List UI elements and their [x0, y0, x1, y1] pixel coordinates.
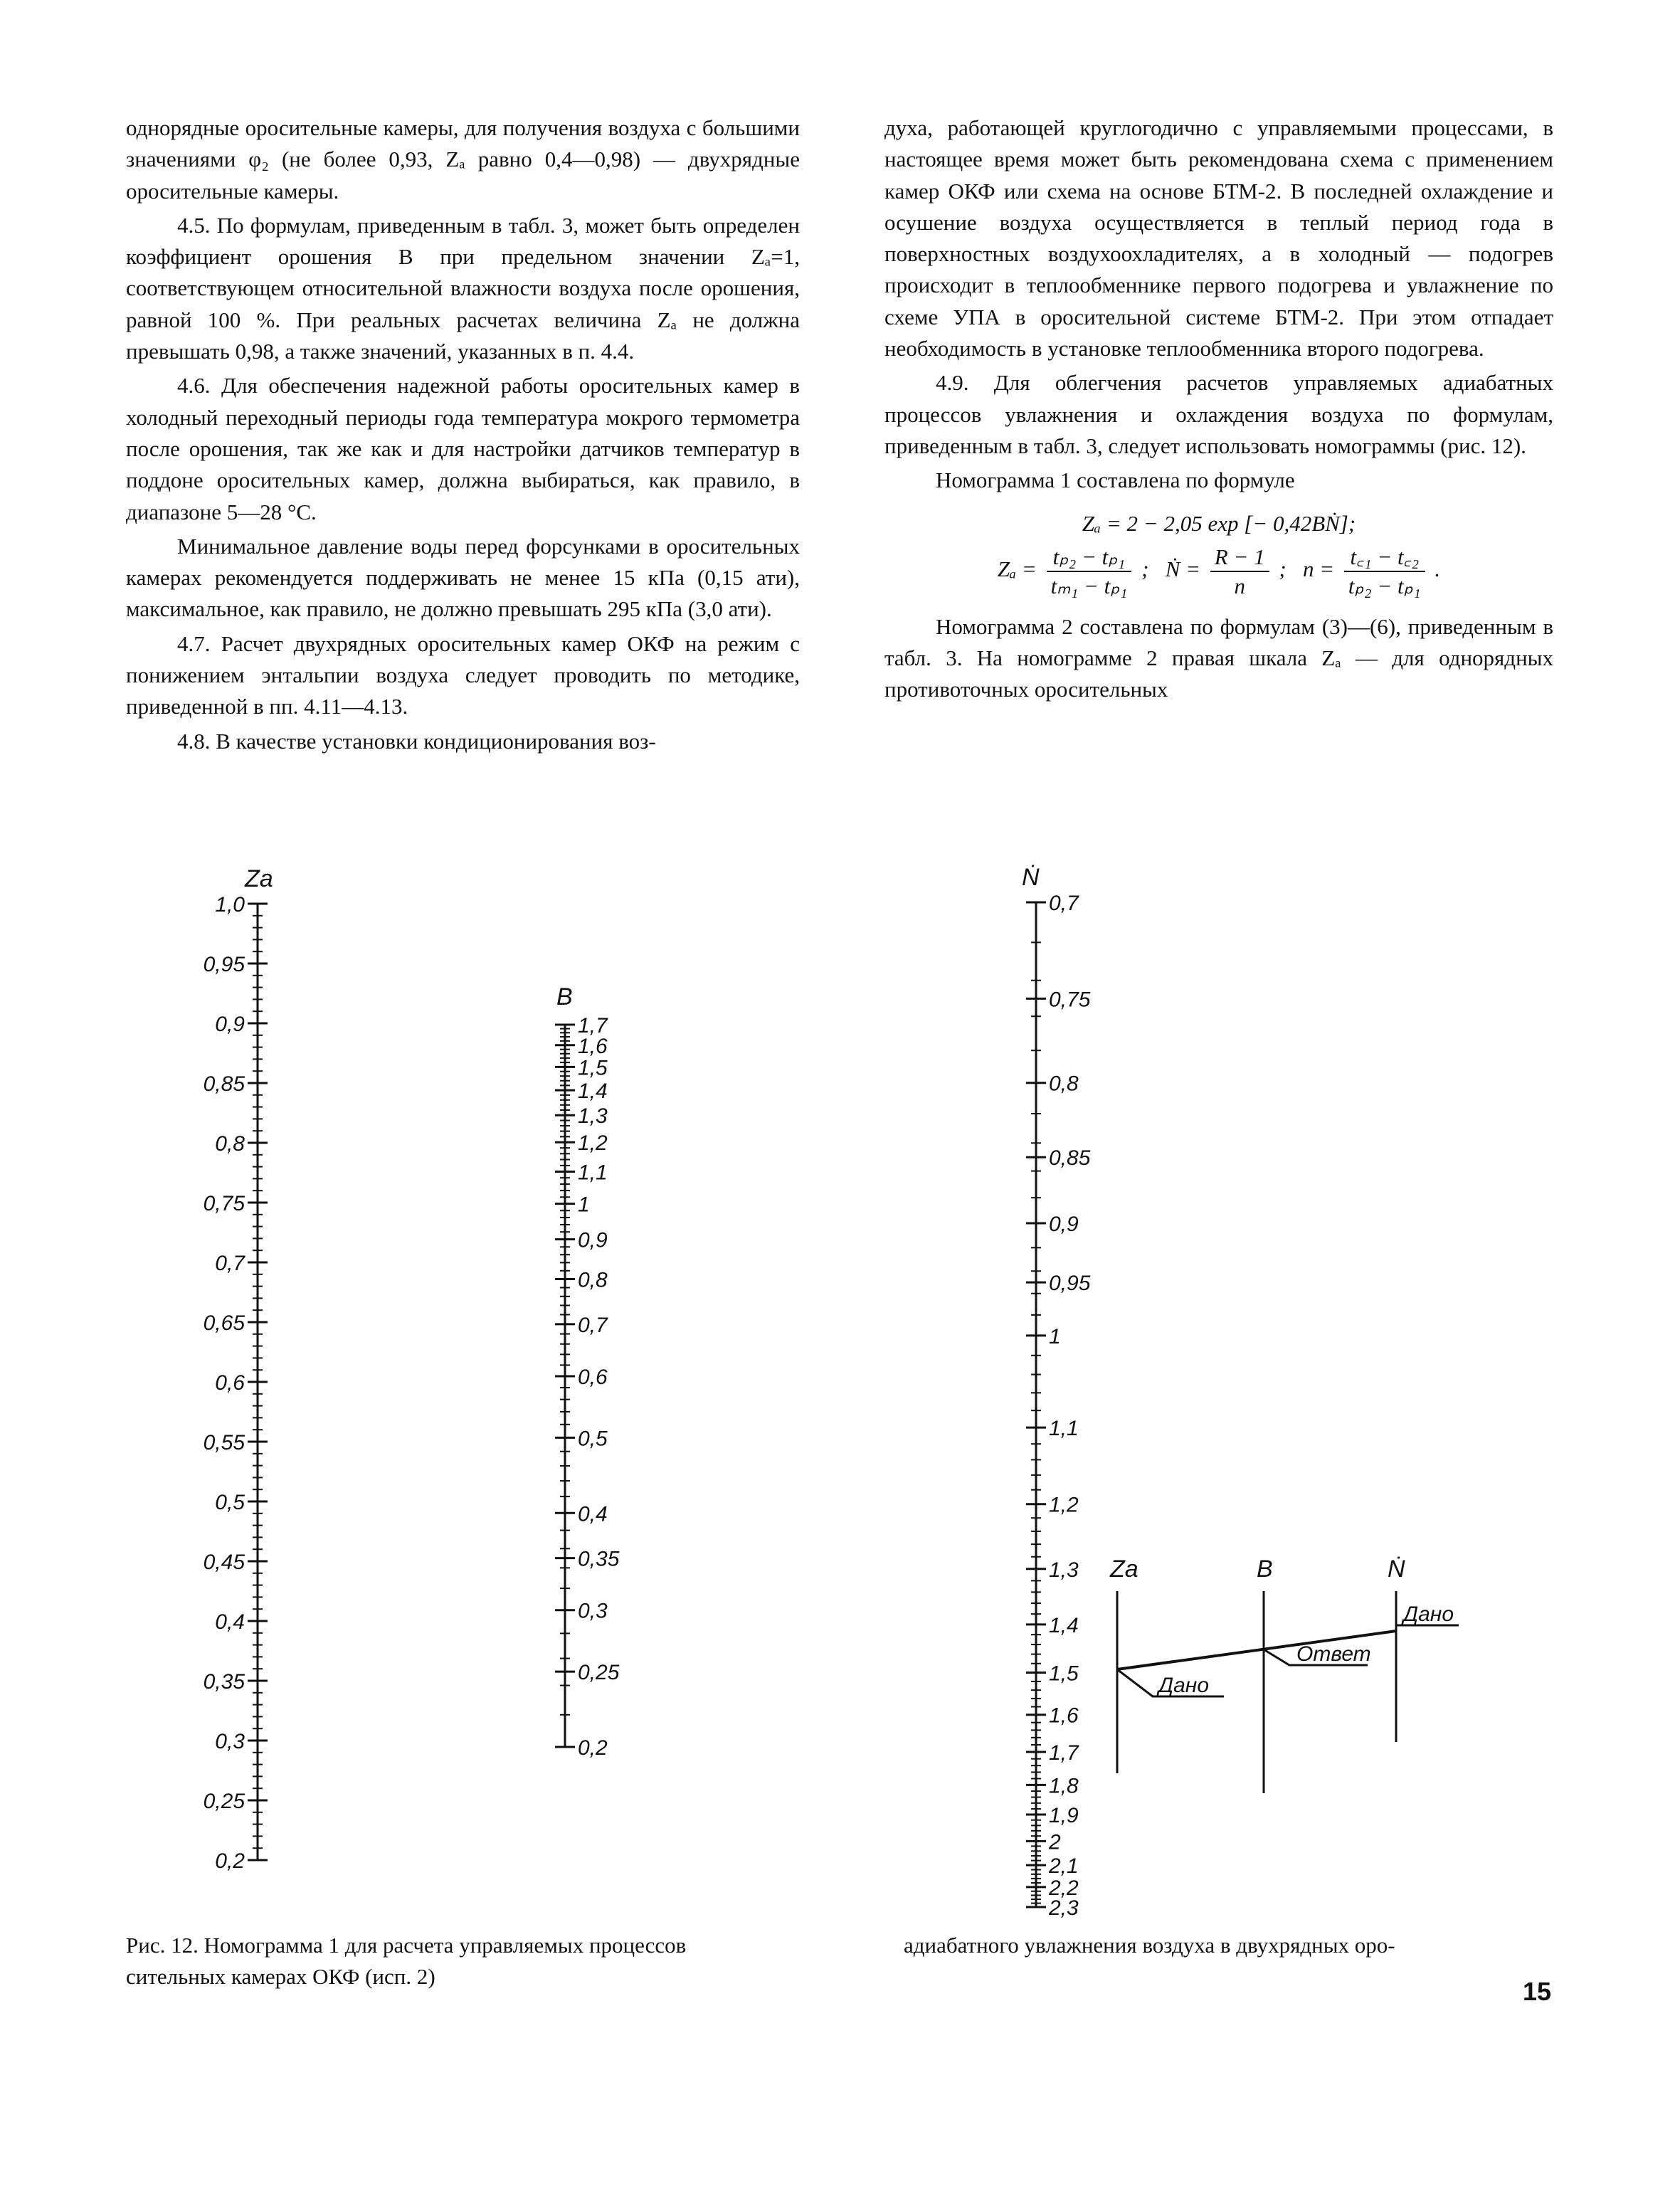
page-number: 15 — [1523, 1977, 1552, 2006]
b-tick-label: 1,4 — [578, 1079, 608, 1104]
za-tick-label: 0,35 — [203, 1670, 245, 1694]
fraction-nn-numerator: t꜀₁ − t꜀₂ — [1344, 546, 1425, 572]
caption-line-2: сительных камерах ОКФ (исп. 2) — [126, 1964, 435, 1989]
nomogram-key — [1109, 1556, 1459, 1793]
b-tick-label: 0,6 — [578, 1365, 608, 1389]
formula-separator: ; — [1141, 556, 1149, 581]
n-tick-label: 1,8 — [1049, 1774, 1079, 1798]
figure-caption-right — [904, 1930, 1544, 1961]
formula-separator: ; — [1279, 556, 1287, 581]
paragraph-4-7: 4.7. Расчет двухрядных оросительных камер ОКФ на режим с понижением энтальпии воздуха следует проводить по методике, приведенной в пп. 4.11—4.13. — [126, 630, 800, 719]
b-tick-label: 0,8 — [578, 1268, 608, 1292]
key-za-title: Za — [1110, 1556, 1139, 1583]
za-scale — [204, 893, 268, 1873]
b-tick-label: 0,2 — [578, 1736, 608, 1760]
b-tick-label: 1,5 — [578, 1056, 608, 1080]
b-tick-label: 0,9 — [578, 1228, 608, 1252]
za-tick-label: 0,2 — [215, 1849, 245, 1873]
n-tick-label: 1,3 — [1049, 1558, 1079, 1582]
b-tick-label: 0,7 — [578, 1313, 608, 1337]
n-tick-label: 1,2 — [1049, 1493, 1079, 1517]
formula-end: . — [1435, 556, 1441, 581]
paragraph-nomogram-1: Номограмма 1 составлена по формуле — [936, 468, 1295, 493]
b-tick-label: 0,25 — [578, 1661, 620, 1685]
za-tick-label: 0,6 — [215, 1371, 245, 1395]
n-scale — [1026, 892, 1091, 1920]
key-answer-label: Ответ — [1296, 1642, 1371, 1666]
za-tick-label: 0,55 — [203, 1431, 245, 1454]
za-tick-label: 1,0 — [215, 893, 245, 917]
n-tick-label: 1,7 — [1049, 1741, 1079, 1765]
paragraph-pressure: Минимальное давление воды перед форсунками в оросительных камерах рекомендуется поддерживать не менее 15 кПа (0,15 ати), максимальное, как правило, не должно превышать 295 кПа (3,0 ати). — [126, 533, 800, 622]
za-tick-label: 0,85 — [203, 1072, 245, 1096]
n-tick-label: 2 — [1049, 1830, 1061, 1854]
za-tick-label: 0,7 — [215, 1252, 245, 1275]
caption-line-1: Рис. 12. Номограмма 1 для расчета управляемых процессов — [126, 1933, 687, 1958]
n-tick-label: 0,75 — [1049, 988, 1091, 1012]
za-tick-label: 0,3 — [215, 1730, 245, 1753]
n-tick-label: 1,1 — [1049, 1417, 1079, 1441]
key-n-title: Ṅ — [1388, 1556, 1405, 1583]
za-tick-label: 0,75 — [203, 1192, 245, 1215]
za-tick-label: 0,4 — [215, 1610, 245, 1634]
key-given-left-label: Дано — [1158, 1674, 1210, 1697]
formula-nn-lhs: n = — [1302, 556, 1335, 581]
b-tick-label: 1,1 — [578, 1161, 608, 1185]
n-tick-label: 1,4 — [1049, 1613, 1079, 1637]
za-tick-label: 0,25 — [203, 1790, 245, 1813]
formula-n-lhs: Ṅ = — [1165, 556, 1201, 581]
n-tick-label: 0,85 — [1049, 1146, 1091, 1171]
paragraph-4-6: 4.6. Для обеспечения надежной работы оросительных камер в холодный переходный периоды года температура мокрого термометра после орошения, так же как и для настройки датчиков температур в поддоне оросительных камер, должна выбираться, как правило, в диапазоне 5—28 °C. — [126, 373, 800, 524]
n-tick-label: 2,2 — [1049, 1876, 1079, 1900]
b-tick-label: 1,3 — [578, 1104, 608, 1129]
paragraph-4-8: 4.8. В качестве установки кондиционирования воз- — [177, 728, 656, 754]
key-given-right-label: Дано — [1403, 1602, 1454, 1626]
b-tick-label: 1,6 — [578, 1034, 608, 1058]
b-tick-label: 0,5 — [578, 1427, 608, 1451]
za-tick-label: 0,8 — [215, 1132, 245, 1156]
n-tick-label: 0,7 — [1049, 892, 1079, 915]
fraction-nn-denominator: tₚ₂ − tₚ₁ — [1348, 573, 1421, 598]
n-tick-label: 2,3 — [1049, 1896, 1079, 1920]
b-tick-label: 1 — [578, 1193, 590, 1217]
fraction-n-denominator: n — [1234, 573, 1245, 598]
za-tick-label: 0,9 — [215, 1013, 245, 1036]
za-scale-title: Za — [245, 865, 273, 892]
n-tick-label: 1,5 — [1049, 1662, 1079, 1686]
za-tick-label: 0,65 — [203, 1311, 245, 1335]
formula-main: Zₐ = 2 − 2,05 exp [− 0,42BṄ]; — [1082, 510, 1356, 536]
caption-line-right: адиабатного увлажнения воздуха в двухрядных оро- — [904, 1933, 1395, 1958]
b-scale — [555, 1014, 620, 1760]
n-tick-label: 1,9 — [1049, 1803, 1079, 1827]
b-tick-label: 0,4 — [578, 1502, 608, 1526]
paragraph-continuation-right: духа, работающей круглогодично с управляемыми процессами, в настоящее время может быть рекомендована схема с применением камер ОКФ или схема на основе БТМ-2. В последней охлаждение и осушение воздуха осуществляется в теплый период года в поверхностных воздухоохладителях, а в холодный — подогрев происходит в теплообменнике первого подогрева и увлажнение по схеме УПА в оросительной системе БТМ-2. При этом отпадает необходимость в установке теплообменника второго подогрева. — [884, 115, 1553, 361]
za-tick-label: 0,45 — [203, 1551, 245, 1574]
b-tick-label: 1,2 — [578, 1131, 608, 1156]
n-scale-title: Ṅ — [1022, 864, 1040, 891]
b-tick-label: 0,35 — [578, 1547, 620, 1571]
figure-caption-left — [126, 1930, 873, 1992]
n-tick-label: 0,8 — [1049, 1072, 1079, 1096]
fraction-za-numerator: tₚ₂ − tₚ₁ — [1047, 546, 1132, 572]
b-tick-label: 0,3 — [578, 1599, 608, 1623]
za-tick-label: 0,5 — [215, 1491, 245, 1514]
fraction-za-denominator: tₘ₁ − tₚ₁ — [1050, 573, 1128, 598]
paragraph-4-9: 4.9. Для облегчения расчетов управляемых адиабатных процессов увлажнения и охлаждения воздуха по формулам, приведенным в табл. 3, следует использовать номограммы (рис. 12). — [884, 370, 1553, 458]
n-tick-label: 1,6 — [1049, 1704, 1079, 1728]
key-b-title: B — [1257, 1556, 1273, 1583]
n-tick-label: 2,1 — [1049, 1854, 1079, 1879]
za-tick-label: 0,95 — [203, 953, 245, 976]
paragraph-4-5: 4.5. По формулам, приведенным в табл. 3, может быть определен коэффициент орошения B при предельном значении Zₐ=1, соответствующем относительной влажности воздуха после орошения, равной 100 %. При реальных расчетах величина Zₐ не должна превышать 0,98, а также значений, указанных в п. 4.4. — [126, 212, 800, 364]
b-tick-label: 1,7 — [578, 1014, 608, 1037]
b-scale-title: B — [556, 983, 573, 1010]
paragraph-continuation: однорядные оросительные камеры, для получения воздуха с большими значениями φ₂ (не более 0,93, Zₐ равно 0,4—0,98) — двухрядные оросительные камеры. — [126, 115, 800, 204]
n-tick-label: 0,95 — [1049, 1272, 1091, 1296]
n-tick-label: 1 — [1049, 1324, 1061, 1348]
formula-za-lhs: Zₐ = — [997, 556, 1037, 581]
n-tick-label: 0,9 — [1049, 1213, 1079, 1237]
paragraph-nomogram-2: Номограмма 2 составлена по формулам (3)—(6), приведенным в табл. 3. На номограмме 2 правая шкала Zₐ — для однорядных противоточных оросительных — [884, 613, 1553, 702]
fraction-n-numerator: R − 1 — [1210, 546, 1269, 572]
